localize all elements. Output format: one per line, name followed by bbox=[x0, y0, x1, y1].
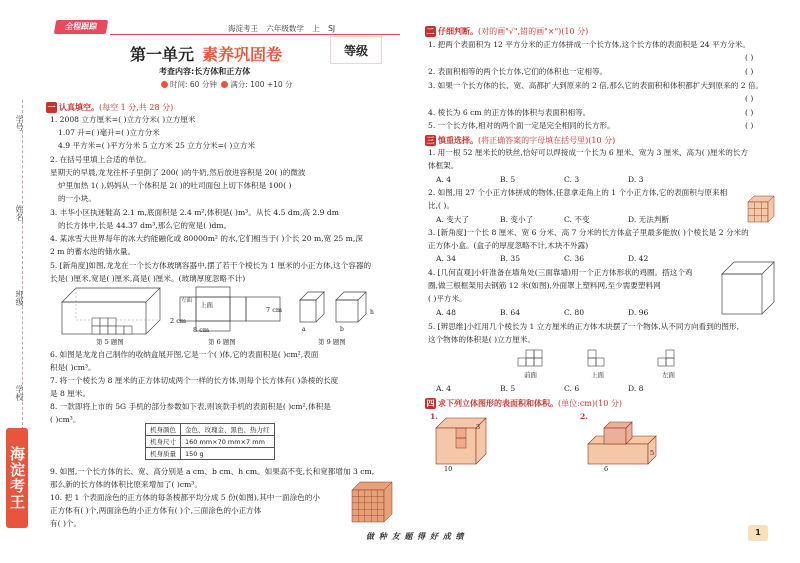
option[interactable]: D. 8 bbox=[628, 384, 644, 393]
judge-item: 3. 如果一个长方体的长、宽、高都扩大到原来的 2 倍,那么它的表面积和体积都扩大到原来的 2 倍。 bbox=[428, 81, 764, 90]
scope-text: 考查内容:长方体和正方体 bbox=[159, 67, 251, 76]
option[interactable]: B. 35 bbox=[500, 254, 521, 263]
choice-q4-options bbox=[436, 308, 692, 317]
page-title bbox=[130, 42, 282, 65]
option[interactable]: D. 96 bbox=[628, 308, 649, 317]
q2-line: 星期天的早晨,龙龙往杯子里倒了 200( )的牛奶,然后放进容积是 20( )的微波 bbox=[50, 168, 306, 177]
option[interactable]: D. 无法判断 bbox=[628, 215, 670, 224]
fig2-number: 2. bbox=[580, 412, 588, 421]
spec-key: 机身颜色 bbox=[146, 424, 181, 436]
judge-item: 5. 一个长方体,相对的两个面一定是完全相同的长方形。 bbox=[428, 121, 615, 130]
q9-h-label: h bbox=[370, 309, 374, 316]
q8-line: ( )cm³。 bbox=[50, 415, 81, 424]
section-3-heading bbox=[425, 135, 615, 146]
dim-7cm: 7 cm bbox=[266, 306, 283, 314]
spec-value: 150 g bbox=[181, 448, 275, 460]
q6-caption: 第 6 题图 bbox=[208, 338, 236, 346]
edition: SJ bbox=[328, 24, 336, 33]
header-badge: 全程跟踪 bbox=[54, 20, 108, 34]
section-4-heading bbox=[425, 398, 622, 409]
fig1-dim-3: 3 bbox=[476, 423, 481, 431]
section-note: (对的画"√",错的画"×")(10 分) bbox=[478, 27, 589, 36]
choice-q3-options bbox=[436, 254, 692, 263]
fig1-number: 1. bbox=[430, 412, 438, 421]
q2-line: 炉里加热 1( ),妈妈从一个体积是 2( )的吐司面包上切下体积是 100( ) bbox=[58, 181, 292, 190]
section-title: 求下列立体图形的表面积和体积。 bbox=[438, 399, 558, 408]
choice-q5-options bbox=[436, 384, 692, 393]
section-2-heading bbox=[425, 26, 588, 37]
time-limit: 时间: 60 分钟 bbox=[170, 80, 217, 89]
q4-line: 2 m 的蓄水池的储水量。 bbox=[50, 247, 136, 256]
series-name: 海淀考王 bbox=[228, 24, 258, 33]
q9-box-figure bbox=[300, 290, 380, 330]
answer-blank[interactable]: ( ) bbox=[745, 53, 754, 62]
option[interactable]: C. 3 bbox=[564, 175, 580, 184]
view-front-label: 前面 bbox=[524, 371, 537, 379]
table-row bbox=[146, 448, 275, 460]
q9-caption: 第 9 题图 bbox=[318, 338, 346, 346]
answer-blank[interactable]: ( ) bbox=[745, 67, 754, 76]
fig2-dim-5: 5 bbox=[650, 449, 655, 457]
q1-line: 1. 2008 立方厘米=( )立方分米( )立方厘米 bbox=[50, 115, 196, 124]
option[interactable]: A. 变大了 bbox=[436, 215, 470, 224]
section-title: 仔细判断。 bbox=[438, 27, 478, 36]
header-info bbox=[228, 23, 341, 34]
q7-line: 7. 将一个棱长为 8 厘米的正方体切成两个一样的长方体,则每个长方体有( )条棱的长度 bbox=[50, 376, 339, 385]
q1-line: 1.07 升=( )毫升=( )立方分米 bbox=[58, 128, 160, 137]
q6-line: 6. 如图是龙龙自己制作的收纳盒展开图,它是一个( )体,它的表面积是( )cm²,表面 bbox=[50, 350, 319, 359]
fig2-dim-6: 6 bbox=[604, 465, 609, 473]
q9-line: 9. 如图,一个长方体的长、宽、高分别是 a cm、b cm、h cm。如果高不变,长和宽都增加 3 cm, bbox=[50, 467, 375, 476]
q6-line: 积是( )cm³。 bbox=[50, 363, 96, 372]
spec-value: 金色、玫瑰金、黑色、热力红 bbox=[181, 424, 275, 436]
q3-line: 3. 丰华小区执迷鞋高 2.1 m,底面积是 2.4 m²,体积是( )m³。从长 4.5 dm,高 2.9 dm bbox=[50, 208, 339, 217]
brand-logo: 海淀考王 bbox=[6, 428, 28, 528]
meta-info bbox=[159, 79, 293, 90]
fig1-dim-10: 10 bbox=[444, 465, 453, 473]
solid-figure-1 bbox=[436, 418, 496, 468]
q3-line: 的长方体中,长是 44.37 dm³,那么它的宽是( )dm。 bbox=[58, 221, 232, 230]
section-note: (每空 1 分,共 28 分) bbox=[99, 103, 174, 112]
choice-q2: 2. 如图,用 27 个小正方体拼成的物体,任意拿走角上的 1 个小正方体,它的表面积与原来相 bbox=[428, 188, 728, 197]
option[interactable]: C. 6 bbox=[564, 384, 580, 393]
answer-blank[interactable]: ( ) bbox=[745, 94, 754, 103]
q10-line: 10. 把 1 个表面涂色的正方体的每条棱都平均分成 5 份(如图),其中一面涂色的小 bbox=[50, 493, 320, 502]
choice-q3: 正方体小盒。(盒子的厚度忽略不计,木块不外露) bbox=[428, 241, 589, 250]
q5-line: 长是( )厘米,宽是( )厘米,高是( )厘米。(玻璃厚度忽略不计) bbox=[50, 274, 246, 283]
choice-q2: 比,( )。 bbox=[428, 201, 454, 210]
grade-subject: 六年级数学 bbox=[266, 24, 304, 33]
quiz-name: 素养巩固卷 bbox=[202, 45, 283, 64]
option[interactable]: B. 5 bbox=[500, 175, 516, 184]
option[interactable]: D. 3 bbox=[628, 175, 644, 184]
q9-b-label: b bbox=[340, 326, 344, 333]
choice-q1: 体框架。 bbox=[428, 161, 459, 170]
q8-line: 8. 一款即将上市的 5G 手机的部分参数如下表,则该款手机的表面积是( )cm²,体积是 bbox=[50, 402, 331, 411]
page-number: 1 bbox=[748, 525, 768, 541]
score-icon bbox=[221, 81, 228, 88]
net-top-label: 上面 bbox=[200, 301, 213, 309]
judge-item: 4. 棱长为 6 cm 的正方体的体积与表面积相等。 bbox=[428, 108, 591, 117]
net-left-label: 左面 bbox=[181, 298, 193, 304]
choice-q3: 3. [新角度]一个长 8 厘米、宽 6 分米、高 7 分米的长方体盒子里最多能放( )个棱长是 2 分米的 bbox=[428, 228, 749, 237]
option[interactable]: A. 4 bbox=[436, 384, 452, 393]
q10-line: 正方体有( )个,两面涂色的小正方体有( )个,三面涂色的小正方体 bbox=[50, 506, 262, 515]
option[interactable]: C. 不变 bbox=[564, 215, 590, 224]
section-1-heading bbox=[46, 102, 173, 113]
header-rule bbox=[110, 34, 400, 35]
q10-line: 有( )个。 bbox=[50, 519, 82, 528]
spec-value: 160 mm×70 mm×7 mm bbox=[181, 436, 275, 448]
section-number: 三 bbox=[426, 136, 435, 145]
q5-container-figure bbox=[62, 288, 172, 336]
section-number: 一 bbox=[47, 103, 56, 112]
section-note: (将正确答案的字母填在括号里)(10 分) bbox=[478, 136, 616, 145]
spec-key: 机身质量 bbox=[146, 448, 181, 460]
option[interactable]: A. 48 bbox=[436, 308, 456, 317]
term: 上 bbox=[312, 24, 320, 33]
section-number: 二 bbox=[426, 27, 435, 36]
footer-slogan: 做 种 友 题 得 好 成 绩 bbox=[366, 532, 465, 541]
choice-q4: 圈,做三根框架用去钢筋 12 米(如图),外面罩上塑料网,至少需要塑料网 bbox=[428, 281, 661, 290]
table-row bbox=[146, 436, 275, 448]
q10-cube-figure bbox=[352, 482, 394, 524]
q4-line: 4. 某冰雪大世界每年的冰大约能融化或 80000m² 的水,它们相当于( )个长 20 m,宽 25 m,深 bbox=[50, 234, 363, 243]
judge-item: 2. 表面积相等的两个长方体,它们的体积也一定相等。 bbox=[428, 67, 608, 76]
choice-q5-views-figure bbox=[518, 348, 698, 370]
view-top-label: 上面 bbox=[591, 371, 604, 379]
option[interactable]: C. 36 bbox=[564, 254, 585, 263]
clock-icon bbox=[161, 81, 168, 88]
phone-spec-table bbox=[145, 423, 275, 460]
choice-q1-options bbox=[436, 175, 692, 184]
q9-line: 那么新的长方体的体积比原来增加了( )cm³。 bbox=[50, 480, 202, 489]
choice-q5: 这个物体的体积是( )立方厘米。 bbox=[428, 335, 536, 344]
option[interactable]: C. 80 bbox=[564, 308, 585, 317]
dim-2cm: 2 cm bbox=[170, 317, 187, 325]
judge-item: 1. 把两个表面积为 12 平方分米的正方体拼成一个长方体,这个长方体的表面积是 24 平方分米。 bbox=[428, 40, 751, 49]
label-student-id: 学号 bbox=[15, 115, 24, 131]
section-note: (单位:cm)(10 分) bbox=[558, 399, 622, 408]
section-title: 慎重选择。 bbox=[438, 136, 478, 145]
option[interactable]: D. 42 bbox=[628, 254, 649, 263]
choice-q4: 4. [几何直观]小轩准备在墙角处(三面靠墙)用一个正方体形状的鸡圈。搭这个鸡 bbox=[428, 268, 693, 277]
q9-a-label: a bbox=[302, 326, 306, 333]
option[interactable]: B. 64 bbox=[500, 308, 521, 317]
table-row bbox=[146, 424, 275, 436]
spec-key: 机身尺寸 bbox=[146, 436, 181, 448]
choice-q4: ( )平方米。 bbox=[428, 294, 467, 303]
q5-line: 5. [新角度]如图,龙龙在一个长方体玻璃容器中,摆了若干个棱长为 1 厘米的小正方体,这个容器的 bbox=[50, 261, 372, 270]
option[interactable]: A. 4 bbox=[436, 175, 452, 184]
q2-line: 2. 在括号里填上合适的单位。 bbox=[50, 155, 151, 164]
q1-line: 4.9 平方米=( )平方分米 5 立方米 25 立方分米=( )立方米 bbox=[58, 141, 256, 150]
option[interactable]: A. 34 bbox=[436, 254, 456, 263]
choice-q4-wireframe-figure bbox=[722, 262, 778, 320]
choice-q5: 5. [辨思维]小红用几个棱长为 1 立方厘米的正方体木块摆了一个物体,从不同方向看到的图形, bbox=[428, 322, 740, 331]
choice-q2-options bbox=[436, 214, 692, 225]
solid-figure-2 bbox=[588, 418, 668, 468]
option[interactable]: B. 5 bbox=[500, 384, 516, 393]
q5-caption: 第 5 题图 bbox=[96, 338, 124, 346]
q7-line: 是 8 厘米。 bbox=[50, 389, 91, 398]
answer-blank[interactable]: ( ) bbox=[745, 121, 754, 130]
label-school: 学校 bbox=[15, 385, 24, 401]
grade-box: 等级 bbox=[330, 36, 382, 64]
answer-blank[interactable]: ( ) bbox=[745, 108, 754, 117]
dim-8cm: 8 cm bbox=[193, 326, 210, 334]
choice-q2-cube-figure bbox=[748, 196, 776, 224]
unit-label: 第一单元 bbox=[130, 45, 195, 64]
section-title: 认真填空。 bbox=[59, 103, 99, 112]
option[interactable]: B. 变小了 bbox=[500, 215, 534, 224]
section-number: 四 bbox=[426, 399, 435, 408]
label-name: 姓名 bbox=[15, 205, 24, 221]
cut-line bbox=[22, 100, 23, 430]
full-score: 满分: 100 +10 分 bbox=[230, 80, 293, 89]
view-left-label: 左面 bbox=[662, 371, 675, 379]
choice-q1: 1. 用一根 52 厘米长的铁丝,恰好可以焊接成一个长为 6 厘米、宽为 3 厘米、高为( )厘米的长方 bbox=[428, 148, 748, 157]
q2-line: 的一小块。 bbox=[58, 194, 96, 203]
label-class: 班级 bbox=[15, 290, 24, 306]
